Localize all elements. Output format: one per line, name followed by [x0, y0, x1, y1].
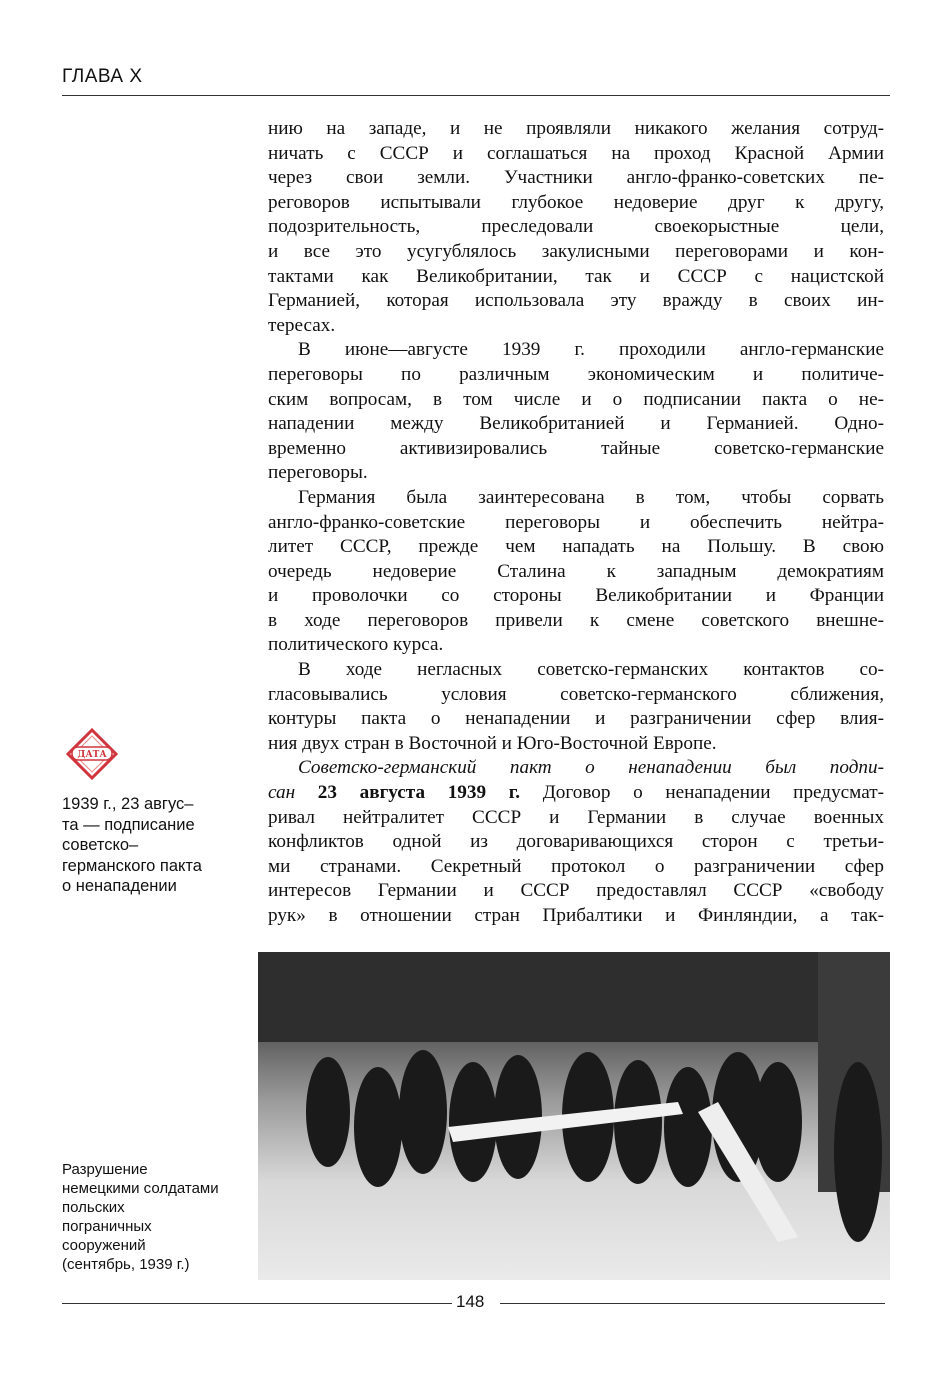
text-line: реговоров испытывали глубокое недоверие друг к другу, [268, 191, 884, 213]
text-line: нападении между Великобританией и Германией. Одно- [268, 413, 884, 435]
text-span: Договор о ненападении предусмат- [542, 782, 884, 804]
photo-caption [62, 1160, 219, 1274]
text-line: гласовывались условия советско-германского сближения, [268, 683, 884, 705]
text-line: политического курса. [268, 634, 444, 656]
date-note-line: та — подписание [62, 815, 195, 834]
text-line: Германией, которая использовала эту вражду в своих ин- [268, 290, 884, 312]
date-note-line: о ненападении [62, 877, 177, 895]
footer-divider-left [62, 1303, 452, 1304]
date-badge-label: ДАТА [77, 750, 107, 760]
text-line: очередь недоверие Сталина к западным демократиям [268, 560, 884, 582]
caption-line: Разрушение [62, 1161, 148, 1178]
caption-line: (сентябрь, 1939 г.) [62, 1256, 190, 1273]
caption-line: немецкими солдатами [62, 1180, 219, 1197]
text-line: ским вопросам, в том числе и о подписании пакта о не- [268, 388, 884, 410]
text-line: переговоры по различным экономическим и политиче- [268, 363, 884, 385]
text-line: англо-франко-советские переговоры и обеспечить нейтра- [268, 511, 884, 533]
footer-divider-right [500, 1303, 885, 1304]
chapter-header: ГЛАВА X [62, 66, 143, 87]
date-note [62, 794, 202, 897]
date-note-line: 1939 г., 23 авгус– [62, 795, 194, 813]
text-line: временно активизировались тайные советско-германские [268, 437, 884, 459]
date-badge-icon [66, 728, 118, 780]
caption-line: сооружений [62, 1237, 146, 1254]
body-text [268, 117, 884, 929]
text-line: и проволочки со стороны Великобритании и Франции [268, 585, 884, 607]
text-line [268, 781, 884, 806]
text-line: конфликтов одной из договаривающихся сторон с третьи- [268, 831, 884, 853]
text-line: переговоры. [268, 462, 368, 484]
text-line: через свои земли. Участники англо-франко-советских пе- [268, 167, 884, 189]
text-line: нию на западе, и не проявляли никакого желания сотруд- [268, 118, 884, 139]
text-line: Германия была заинтересована в том, чтобы сорвать [298, 486, 884, 508]
text-line: подозрительность, преследовали своекорыстные цели, [268, 216, 884, 238]
text-line: рук» в отношении стран Прибалтики и Финляндии, а так- [268, 905, 884, 926]
text-line: ния двух стран в Восточной и Юго-Восточной Европе. [268, 732, 717, 754]
caption-line: польских [62, 1199, 125, 1216]
text-line: интересов Германии и СССР предоставлял СССР «свободу [268, 880, 884, 902]
date-note-line: советско– [62, 836, 139, 854]
text-line: В июне—августе 1939 г. проходили англо-германские [298, 339, 884, 361]
text-line: в ходе переговоров привели к смене советского внешне- [268, 609, 884, 631]
text-line: ривал нейтралитет СССР и Германии в случае военных [268, 806, 884, 828]
historical-photo [258, 952, 890, 1280]
text-line: В ходе негласных советско-германских контактов со- [298, 659, 884, 681]
caption-line: пограничных [62, 1218, 152, 1235]
text-line: литет СССР, прежде чем нападать на Польшу. В свою [268, 536, 884, 558]
text-line: тересах. [268, 314, 336, 336]
text-line: и все это усугублялось закулисными переговорами и кон- [268, 240, 884, 262]
text-line: ми странами. Секретный протокол о разграничении сфер [268, 855, 884, 877]
text-line: Советско-германский пакт о ненападении был подпи- [298, 757, 884, 779]
page-number: 148 [456, 1292, 485, 1311]
bold-date: 23 августа 1939 г. [317, 782, 521, 804]
italic-text: сан [268, 782, 296, 804]
text-line: контуры пакта о ненападении и разграничении сфер влия- [268, 708, 884, 730]
date-note-line: германского пакта [62, 856, 202, 875]
header-divider [62, 95, 890, 96]
text-line: тактами как Великобритании, так и СССР с нацистской [268, 265, 884, 287]
text-line: ничать с СССР и соглашаться на проход Красной Армии [268, 142, 884, 164]
